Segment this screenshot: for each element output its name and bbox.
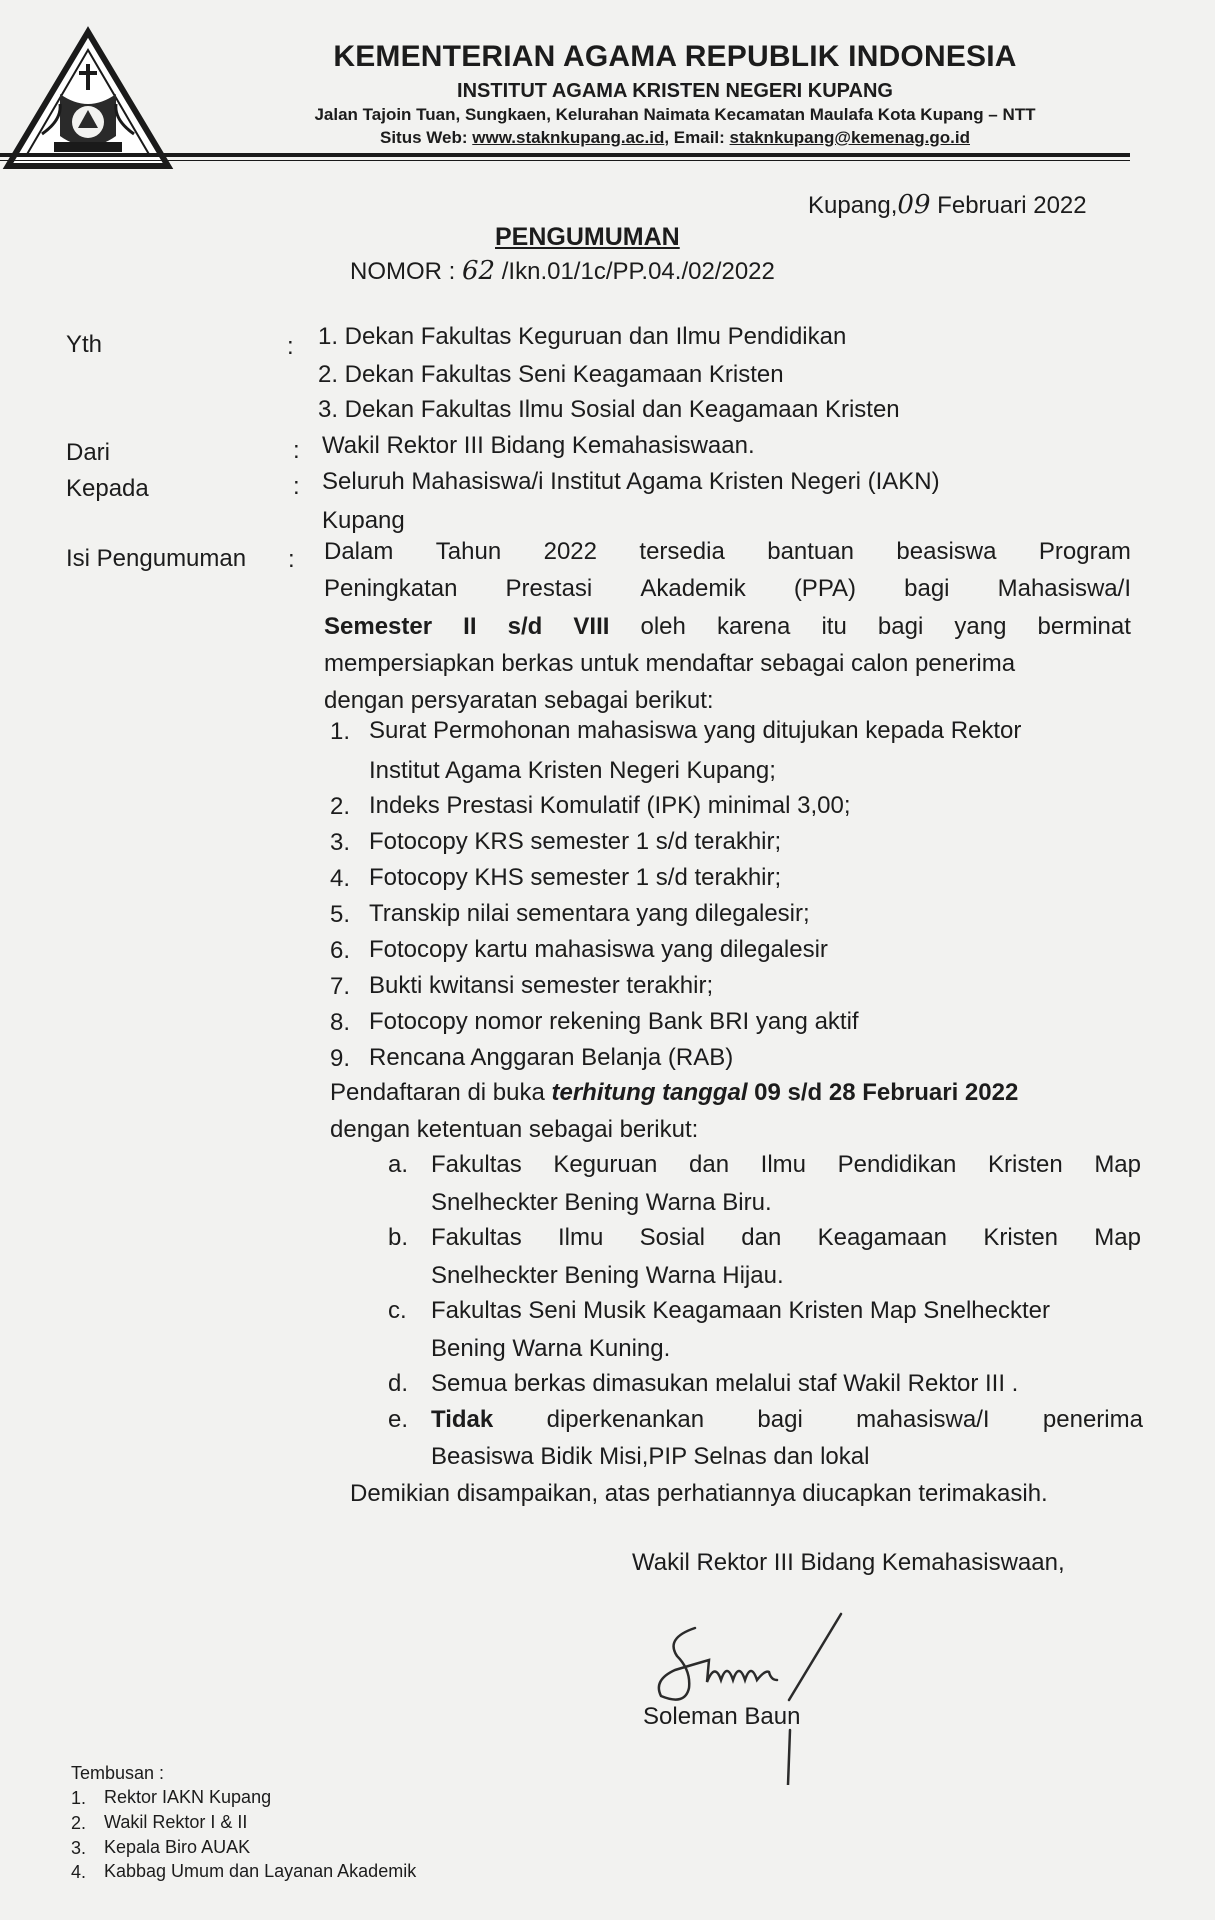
provision-d-line-1: Semua berkas dimasukan melalui staf Wakil Rektor III . [431, 1370, 1019, 1397]
requirement-num: 9. [330, 1045, 351, 1072]
requirement-item: Fotocopy kartu mahasiswa yang dilegalesir [369, 936, 828, 963]
provision-e-line-2: Beasiswa Bidik Misi,PIP Selnas dan lokal [431, 1443, 870, 1470]
body-line-1: Dalam Tahun 2022 tersedia bantuan beasiswa Program [324, 538, 1131, 565]
provision-b-line-1: Fakultas Ilmu Sosial dan Keagamaan Kristen Map [431, 1224, 1141, 1251]
provision-letter: e. [388, 1406, 409, 1433]
cc-num: 2. [71, 1813, 87, 1833]
website-link[interactable]: www.staknkupang.ac.id [472, 128, 665, 147]
recipient-2: 2. Dekan Fakultas Seni Keagamaan Kristen [318, 361, 784, 388]
institute-contact: Situs Web: www.staknkupang.ac.id, Email: staknkupang@kemenag.go.id [380, 128, 970, 147]
requirement-num: 8. [330, 1009, 351, 1036]
registration-line-1: Pendaftaran di buka terhitung tanggal 09 s/d 28 Februari 2022 [330, 1079, 1019, 1106]
provision-letter: d. [388, 1370, 409, 1397]
provision-c-line-2: Bening Warna Kuning. [431, 1335, 671, 1362]
requirement-num: 4. [330, 865, 351, 892]
provision-a-line-1: Fakultas Keguruan dan Ilmu Pendidikan Kristen Map [431, 1151, 1141, 1178]
handwritten-number: 62 [462, 256, 496, 286]
letter-date: Kupang,09 Februari 2022 [808, 190, 1087, 220]
yth-label: Yth [66, 331, 103, 358]
cc-item: Kabbag Umum dan Layanan Akademik [104, 1861, 417, 1881]
document-title: PENGUMUMAN [495, 223, 680, 251]
dari-label: Dari [66, 439, 111, 466]
requirement-item: Fotocopy nomor rekening Bank BRI yang aktif [369, 1008, 859, 1035]
signoff-title: Wakil Rektor III Bidang Kemahasiswaan, [632, 1549, 1065, 1576]
provision-a-line-2: Snelheckter Bening Warna Biru. [431, 1189, 772, 1216]
colon: : [293, 473, 300, 500]
handwritten-day: 09 [897, 190, 931, 220]
provision-letter: b. [388, 1224, 409, 1251]
colon: : [293, 437, 300, 464]
colon: : [288, 546, 295, 573]
requirement-item-cont: Institut Agama Kristen Negeri Kupang; [369, 757, 776, 784]
cc-item: Wakil Rektor I & II [104, 1812, 248, 1832]
letterhead-divider-thin [0, 160, 1130, 161]
requirement-num: 7. [330, 973, 351, 1000]
requirement-item: Transkip nilai sementara yang dilegalesir; [369, 900, 810, 927]
letterhead-divider [0, 153, 1130, 157]
cc-num: 4. [71, 1862, 87, 1882]
addressee-line-2: Kupang [322, 507, 405, 534]
document-number: NOMOR : 62 /Ikn.01/1c/PP.04./02/2022 [350, 256, 775, 286]
body-line-2: Peningkatan Prestasi Akademik (PPA) bagi Mahasiswa/I [324, 575, 1131, 602]
body-line-4: mempersiapkan berkas untuk mendaftar sebagai calon penerima [324, 650, 1016, 677]
requirement-item: Rencana Anggaran Belanja (RAB) [369, 1044, 734, 1071]
colon: : [287, 333, 294, 360]
requirement-item: Surat Permohonan mahasiswa yang ditujukan kepada Rektor [369, 717, 1022, 744]
recipient-3: 3. Dekan Fakultas Ilmu Sosial dan Keagamaan Kristen [318, 396, 900, 423]
cc-item: Rektor IAKN Kupang [104, 1787, 272, 1807]
sender: Wakil Rektor III Bidang Kemahasiswaan. [322, 432, 755, 459]
requirement-num: 2. [330, 793, 351, 820]
registration-line-2: dengan ketentuan sebagai berikut: [330, 1116, 699, 1143]
cc-item: Kepala Biro AUAK [104, 1837, 251, 1857]
cc-num: 1. [71, 1788, 87, 1808]
ministry-name: KEMENTERIAN AGAMA REPUBLIK INDONESIA [333, 40, 1017, 73]
institute-address: Jalan Tajoin Tuan, Sungkaen, Kelurahan Naimata Kecamatan Maulafa Kota Kupang – NTT [314, 105, 1036, 124]
requirement-num: 6. [330, 937, 351, 964]
body-line-3: Semester II s/d VIII oleh karena itu bagi yang berminat [324, 613, 1131, 640]
institute-name: INSTITUT AGAMA KRISTEN NEGERI KUPANG [457, 80, 893, 102]
requirement-num: 1. [330, 718, 351, 745]
signer-name: Soleman Baun [643, 1703, 801, 1730]
institute-logo-icon [2, 24, 174, 174]
isi-label: Isi Pengumuman [66, 545, 247, 572]
requirement-num: 5. [330, 901, 351, 928]
tembusan-label: Tembusan : [71, 1763, 165, 1783]
requirement-item: Fotocopy KHS semester 1 s/d terakhir; [369, 864, 782, 891]
cc-num: 3. [71, 1838, 87, 1858]
provision-letter: c. [388, 1297, 407, 1324]
closing-statement: Demikian disampaikan, atas perhatiannya diucapkan terimakasih. [350, 1480, 1048, 1507]
email-link[interactable]: staknkupang@kemenag.go.id [729, 128, 970, 147]
provision-letter: a. [388, 1151, 409, 1178]
recipient-1: 1. Dekan Fakultas Keguruan dan Ilmu Pendidikan [318, 323, 847, 350]
requirement-num: 3. [330, 829, 351, 856]
provision-c-line-1: Fakultas Seni Musik Keagamaan Kristen Map Snelheckter [431, 1297, 1050, 1324]
handwritten-signature-icon [655, 1610, 855, 1785]
body-line-5: dengan persyaratan sebagai berikut: [324, 687, 714, 714]
kepada-label: Kepada [66, 475, 149, 502]
provision-e-line-1: Tidak diperkenankan bagi mahasiswa/I penerima [431, 1406, 1143, 1433]
requirement-item: Fotocopy KRS semester 1 s/d terakhir; [369, 828, 782, 855]
provision-b-line-2: Snelheckter Bening Warna Hijau. [431, 1262, 784, 1289]
requirement-item: Bukti kwitansi semester terakhir; [369, 972, 714, 999]
requirement-item: Indeks Prestasi Komulatif (IPK) minimal 3,00; [369, 792, 851, 819]
addressee-line-1: Seluruh Mahasiswa/i Institut Agama Kristen Negeri (IAKN) [322, 468, 940, 495]
